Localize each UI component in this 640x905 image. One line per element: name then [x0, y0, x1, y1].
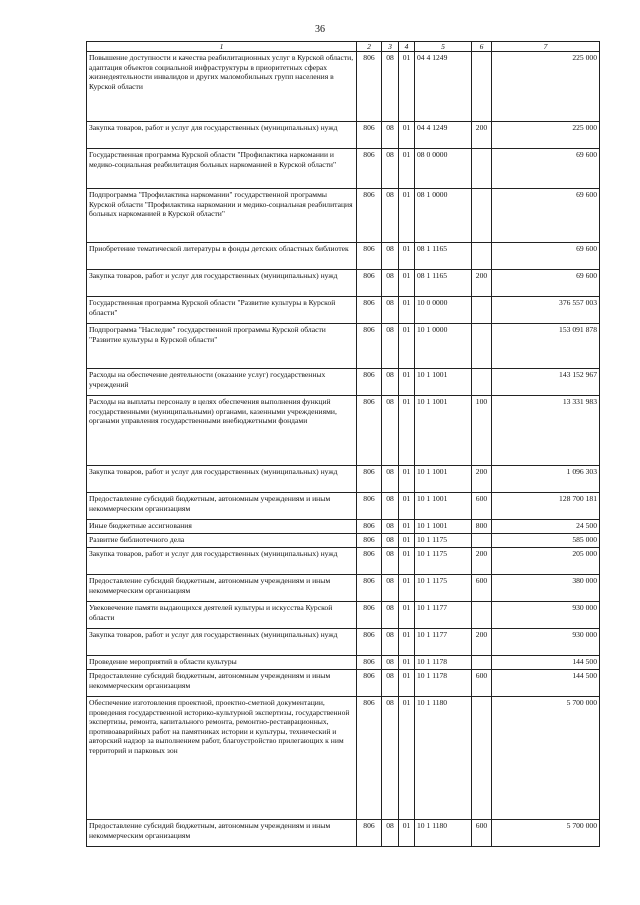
cell-vr: 600 [472, 820, 492, 847]
cell-vr [472, 149, 492, 189]
cell-vr [472, 297, 492, 324]
cell-name: Предоставление субсидий бюджетным, автономным учреждениям и иным некоммерческим организациям [87, 670, 357, 697]
cell-pr: 01 [399, 697, 415, 820]
cell-sum: 225 000 [492, 52, 600, 122]
cell-sum: 380 000 [492, 575, 600, 602]
cell-vr [472, 52, 492, 122]
cell-vr [472, 697, 492, 820]
cell-rz: 08 [382, 493, 399, 520]
cell-pr: 01 [399, 493, 415, 520]
cell-name: Предоставление субсидий бюджетным, автономным учреждениям и иным некоммерческим организациям [87, 820, 357, 847]
cell-gr: 806 [357, 602, 382, 629]
cell-name: Государственная программа Курской области "Профилактика наркомании и медико-социальная реабилитация больных наркоманией в Курской области" [87, 149, 357, 189]
cell-sum: 144 500 [492, 670, 600, 697]
table-row [87, 297, 600, 324]
cell-name: Проведение мероприятий в области культуры [87, 656, 357, 670]
cell-rz: 08 [382, 297, 399, 324]
cell-gr: 806 [357, 466, 382, 493]
cell-gr: 806 [357, 670, 382, 697]
cell-pr: 01 [399, 575, 415, 602]
table-row [87, 520, 600, 534]
cell-csr: 10 1 1177 [415, 602, 472, 629]
cell-sum: 143 152 967 [492, 369, 600, 396]
cell-pr: 01 [399, 534, 415, 548]
cell-rz: 08 [382, 369, 399, 396]
column-header-gr: 2 [357, 42, 382, 52]
cell-vr [472, 189, 492, 243]
column-header-sum: 7 [492, 42, 600, 52]
cell-sum: 205 000 [492, 548, 600, 575]
cell-vr: 800 [472, 520, 492, 534]
cell-pr: 01 [399, 369, 415, 396]
cell-vr: 200 [472, 270, 492, 297]
cell-csr: 08 1 1165 [415, 243, 472, 270]
cell-gr: 806 [357, 493, 382, 520]
cell-rz: 08 [382, 575, 399, 602]
cell-sum: 153 091 878 [492, 324, 600, 369]
cell-gr: 806 [357, 820, 382, 847]
cell-pr: 01 [399, 520, 415, 534]
cell-gr: 806 [357, 369, 382, 396]
table-row [87, 270, 600, 297]
table-row [87, 122, 600, 149]
cell-sum: 13 331 983 [492, 396, 600, 466]
cell-pr: 01 [399, 122, 415, 149]
cell-gr: 806 [357, 520, 382, 534]
cell-rz: 08 [382, 189, 399, 243]
cell-csr: 10 1 1180 [415, 820, 472, 847]
cell-sum: 1 096 303 [492, 466, 600, 493]
cell-vr: 200 [472, 122, 492, 149]
table-row [87, 670, 600, 697]
cell-pr: 01 [399, 297, 415, 324]
cell-rz: 08 [382, 466, 399, 493]
cell-name: Иные бюджетные ассигнования [87, 520, 357, 534]
cell-csr: 10 1 1001 [415, 466, 472, 493]
table-row [87, 575, 600, 602]
table-row [87, 820, 600, 847]
table-row [87, 189, 600, 243]
cell-rz: 08 [382, 670, 399, 697]
cell-sum: 376 557 003 [492, 297, 600, 324]
cell-name: Подпрограмма "Наследие" государственной программы Курской области "Развитие культуры в Курской области" [87, 324, 357, 369]
cell-rz: 08 [382, 149, 399, 189]
table-row [87, 369, 600, 396]
cell-gr: 806 [357, 697, 382, 820]
cell-rz: 08 [382, 520, 399, 534]
cell-gr: 806 [357, 149, 382, 189]
cell-rz: 08 [382, 548, 399, 575]
cell-gr: 806 [357, 656, 382, 670]
cell-name: Закупка товаров, работ и услуг для государственных (муниципальных) нужд [87, 466, 357, 493]
cell-rz: 08 [382, 243, 399, 270]
cell-pr: 01 [399, 466, 415, 493]
cell-gr: 806 [357, 297, 382, 324]
cell-vr: 600 [472, 575, 492, 602]
table-row [87, 243, 600, 270]
cell-pr: 01 [399, 149, 415, 189]
cell-csr: 10 1 0000 [415, 324, 472, 369]
cell-name: Расходы на обеспечение деятельности (оказание услуг) государственных учреждений [87, 369, 357, 396]
cell-pr: 01 [399, 324, 415, 369]
cell-vr [472, 324, 492, 369]
cell-sum: 69 600 [492, 189, 600, 243]
cell-pr: 01 [399, 820, 415, 847]
cell-gr: 806 [357, 629, 382, 656]
cell-vr [472, 602, 492, 629]
cell-rz: 08 [382, 629, 399, 656]
cell-pr: 01 [399, 629, 415, 656]
cell-vr [472, 369, 492, 396]
cell-pr: 01 [399, 52, 415, 122]
cell-name: Развитие библиотечного дела [87, 534, 357, 548]
cell-name: Закупка товаров, работ и услуг для государственных (муниципальных) нужд [87, 629, 357, 656]
table-row [87, 52, 600, 122]
cell-vr: 200 [472, 466, 492, 493]
cell-csr: 10 1 1175 [415, 534, 472, 548]
cell-pr: 01 [399, 396, 415, 466]
cell-csr: 10 1 1177 [415, 629, 472, 656]
table-row [87, 548, 600, 575]
cell-csr: 08 0 0000 [415, 149, 472, 189]
cell-csr: 10 1 1001 [415, 493, 472, 520]
column-header-pr: 4 [399, 42, 415, 52]
cell-csr: 10 1 1001 [415, 369, 472, 396]
cell-name: Предоставление субсидий бюджетным, автономным учреждениям и иным некоммерческим организациям [87, 575, 357, 602]
cell-name: Подпрограмма "Профилактика наркомании" государственной программы Курской области "Профилактика наркомании и медико-социальная реабилитация больных наркоманией в Курской области" [87, 189, 357, 243]
cell-vr: 200 [472, 548, 492, 575]
table-row [87, 493, 600, 520]
cell-csr: 10 1 1178 [415, 670, 472, 697]
column-header-name: 1 [87, 42, 357, 52]
cell-name: Увековечение памяти выдающихся деятелей культуры и искусства Курской области [87, 602, 357, 629]
cell-gr: 806 [357, 189, 382, 243]
cell-sum: 24 500 [492, 520, 600, 534]
cell-gr: 806 [357, 122, 382, 149]
cell-gr: 806 [357, 534, 382, 548]
cell-pr: 01 [399, 602, 415, 629]
cell-rz: 08 [382, 122, 399, 149]
cell-vr: 200 [472, 629, 492, 656]
cell-pr: 01 [399, 670, 415, 697]
table-header-row [87, 42, 600, 52]
cell-csr: 04 4 1249 [415, 122, 472, 149]
cell-pr: 01 [399, 243, 415, 270]
cell-name: Обеспечение изготовления проектной, проектно-сметной документации, проведения государственной историко-культурной экспертизы, государственной экспертизы, ремонта, капитального ремонта, ремонтно-реставрационных, противоаварийных работ на памятниках истории и культуры, технический и авторский надзор за выполнением работ, благоустройство прилегающих к ним территорий и парковых зон [87, 697, 357, 820]
table-row [87, 629, 600, 656]
cell-rz: 08 [382, 270, 399, 297]
cell-csr: 04 4 1249 [415, 52, 472, 122]
column-header-csr: 5 [415, 42, 472, 52]
cell-name: Предоставление субсидий бюджетным, автономным учреждениям и иным некоммерческим организациям [87, 493, 357, 520]
cell-rz: 08 [382, 534, 399, 548]
cell-name: Закупка товаров, работ и услуг для государственных (муниципальных) нужд [87, 270, 357, 297]
cell-rz: 08 [382, 396, 399, 466]
cell-csr: 10 1 1001 [415, 520, 472, 534]
cell-pr: 01 [399, 548, 415, 575]
cell-vr: 100 [472, 396, 492, 466]
cell-vr [472, 656, 492, 670]
cell-gr: 806 [357, 548, 382, 575]
table-row [87, 149, 600, 189]
cell-rz: 08 [382, 324, 399, 369]
cell-rz: 08 [382, 820, 399, 847]
cell-sum: 69 600 [492, 270, 600, 297]
cell-name: Расходы на выплаты персоналу в целях обеспечения выполнения функций государственными (муниципальными) органами, казенными учреждениями, органами управления государственными внебюджетными фондами [87, 396, 357, 466]
page-number: 36 [315, 24, 325, 35]
cell-sum: 5 700 000 [492, 697, 600, 820]
cell-csr: 08 1 0000 [415, 189, 472, 243]
cell-name: Государственная программа Курской области "Развитие культуры в Курской области" [87, 297, 357, 324]
cell-csr: 10 1 1001 [415, 396, 472, 466]
cell-sum: 128 700 181 [492, 493, 600, 520]
cell-sum: 144 500 [492, 656, 600, 670]
cell-rz: 08 [382, 656, 399, 670]
table-row [87, 656, 600, 670]
cell-csr: 10 1 1180 [415, 697, 472, 820]
cell-sum: 585 000 [492, 534, 600, 548]
cell-vr: 600 [472, 670, 492, 697]
cell-vr [472, 534, 492, 548]
cell-csr: 10 0 0000 [415, 297, 472, 324]
cell-sum: 5 700 000 [492, 820, 600, 847]
cell-sum: 930 000 [492, 602, 600, 629]
cell-name: Приобретение тематической литературы в фонды детских областных библиотек [87, 243, 357, 270]
table-row [87, 534, 600, 548]
cell-sum: 69 600 [492, 149, 600, 189]
table-row [87, 324, 600, 369]
column-header-vr: 6 [472, 42, 492, 52]
cell-vr [472, 243, 492, 270]
cell-csr: 10 1 1178 [415, 656, 472, 670]
cell-gr: 806 [357, 52, 382, 122]
cell-rz: 08 [382, 697, 399, 820]
table-row [87, 697, 600, 820]
cell-name: Закупка товаров, работ и услуг для государственных (муниципальных) нужд [87, 122, 357, 149]
cell-name: Повышение доступности и качества реабилитационных услуг в Курской области, адаптация объектов социальной инфраструктуры в приоритетных сферах жизнедеятельности инвалидов и других маломобильных групп населения в Курской области [87, 52, 357, 122]
cell-vr: 600 [472, 493, 492, 520]
cell-sum: 225 000 [492, 122, 600, 149]
cell-gr: 806 [357, 575, 382, 602]
cell-gr: 806 [357, 324, 382, 369]
cell-gr: 806 [357, 396, 382, 466]
cell-gr: 806 [357, 243, 382, 270]
cell-pr: 01 [399, 189, 415, 243]
table-row [87, 396, 600, 466]
table-row [87, 602, 600, 629]
budget-table [86, 41, 600, 847]
cell-pr: 01 [399, 270, 415, 297]
cell-csr: 10 1 1175 [415, 548, 472, 575]
cell-sum: 69 600 [492, 243, 600, 270]
cell-rz: 08 [382, 602, 399, 629]
column-header-rz: 3 [382, 42, 399, 52]
cell-name: Закупка товаров, работ и услуг для государственных (муниципальных) нужд [87, 548, 357, 575]
cell-rz: 08 [382, 52, 399, 122]
cell-sum: 930 000 [492, 629, 600, 656]
cell-csr: 08 1 1165 [415, 270, 472, 297]
table-body [87, 52, 600, 847]
table-row [87, 466, 600, 493]
cell-pr: 01 [399, 656, 415, 670]
cell-csr: 10 1 1175 [415, 575, 472, 602]
cell-gr: 806 [357, 270, 382, 297]
